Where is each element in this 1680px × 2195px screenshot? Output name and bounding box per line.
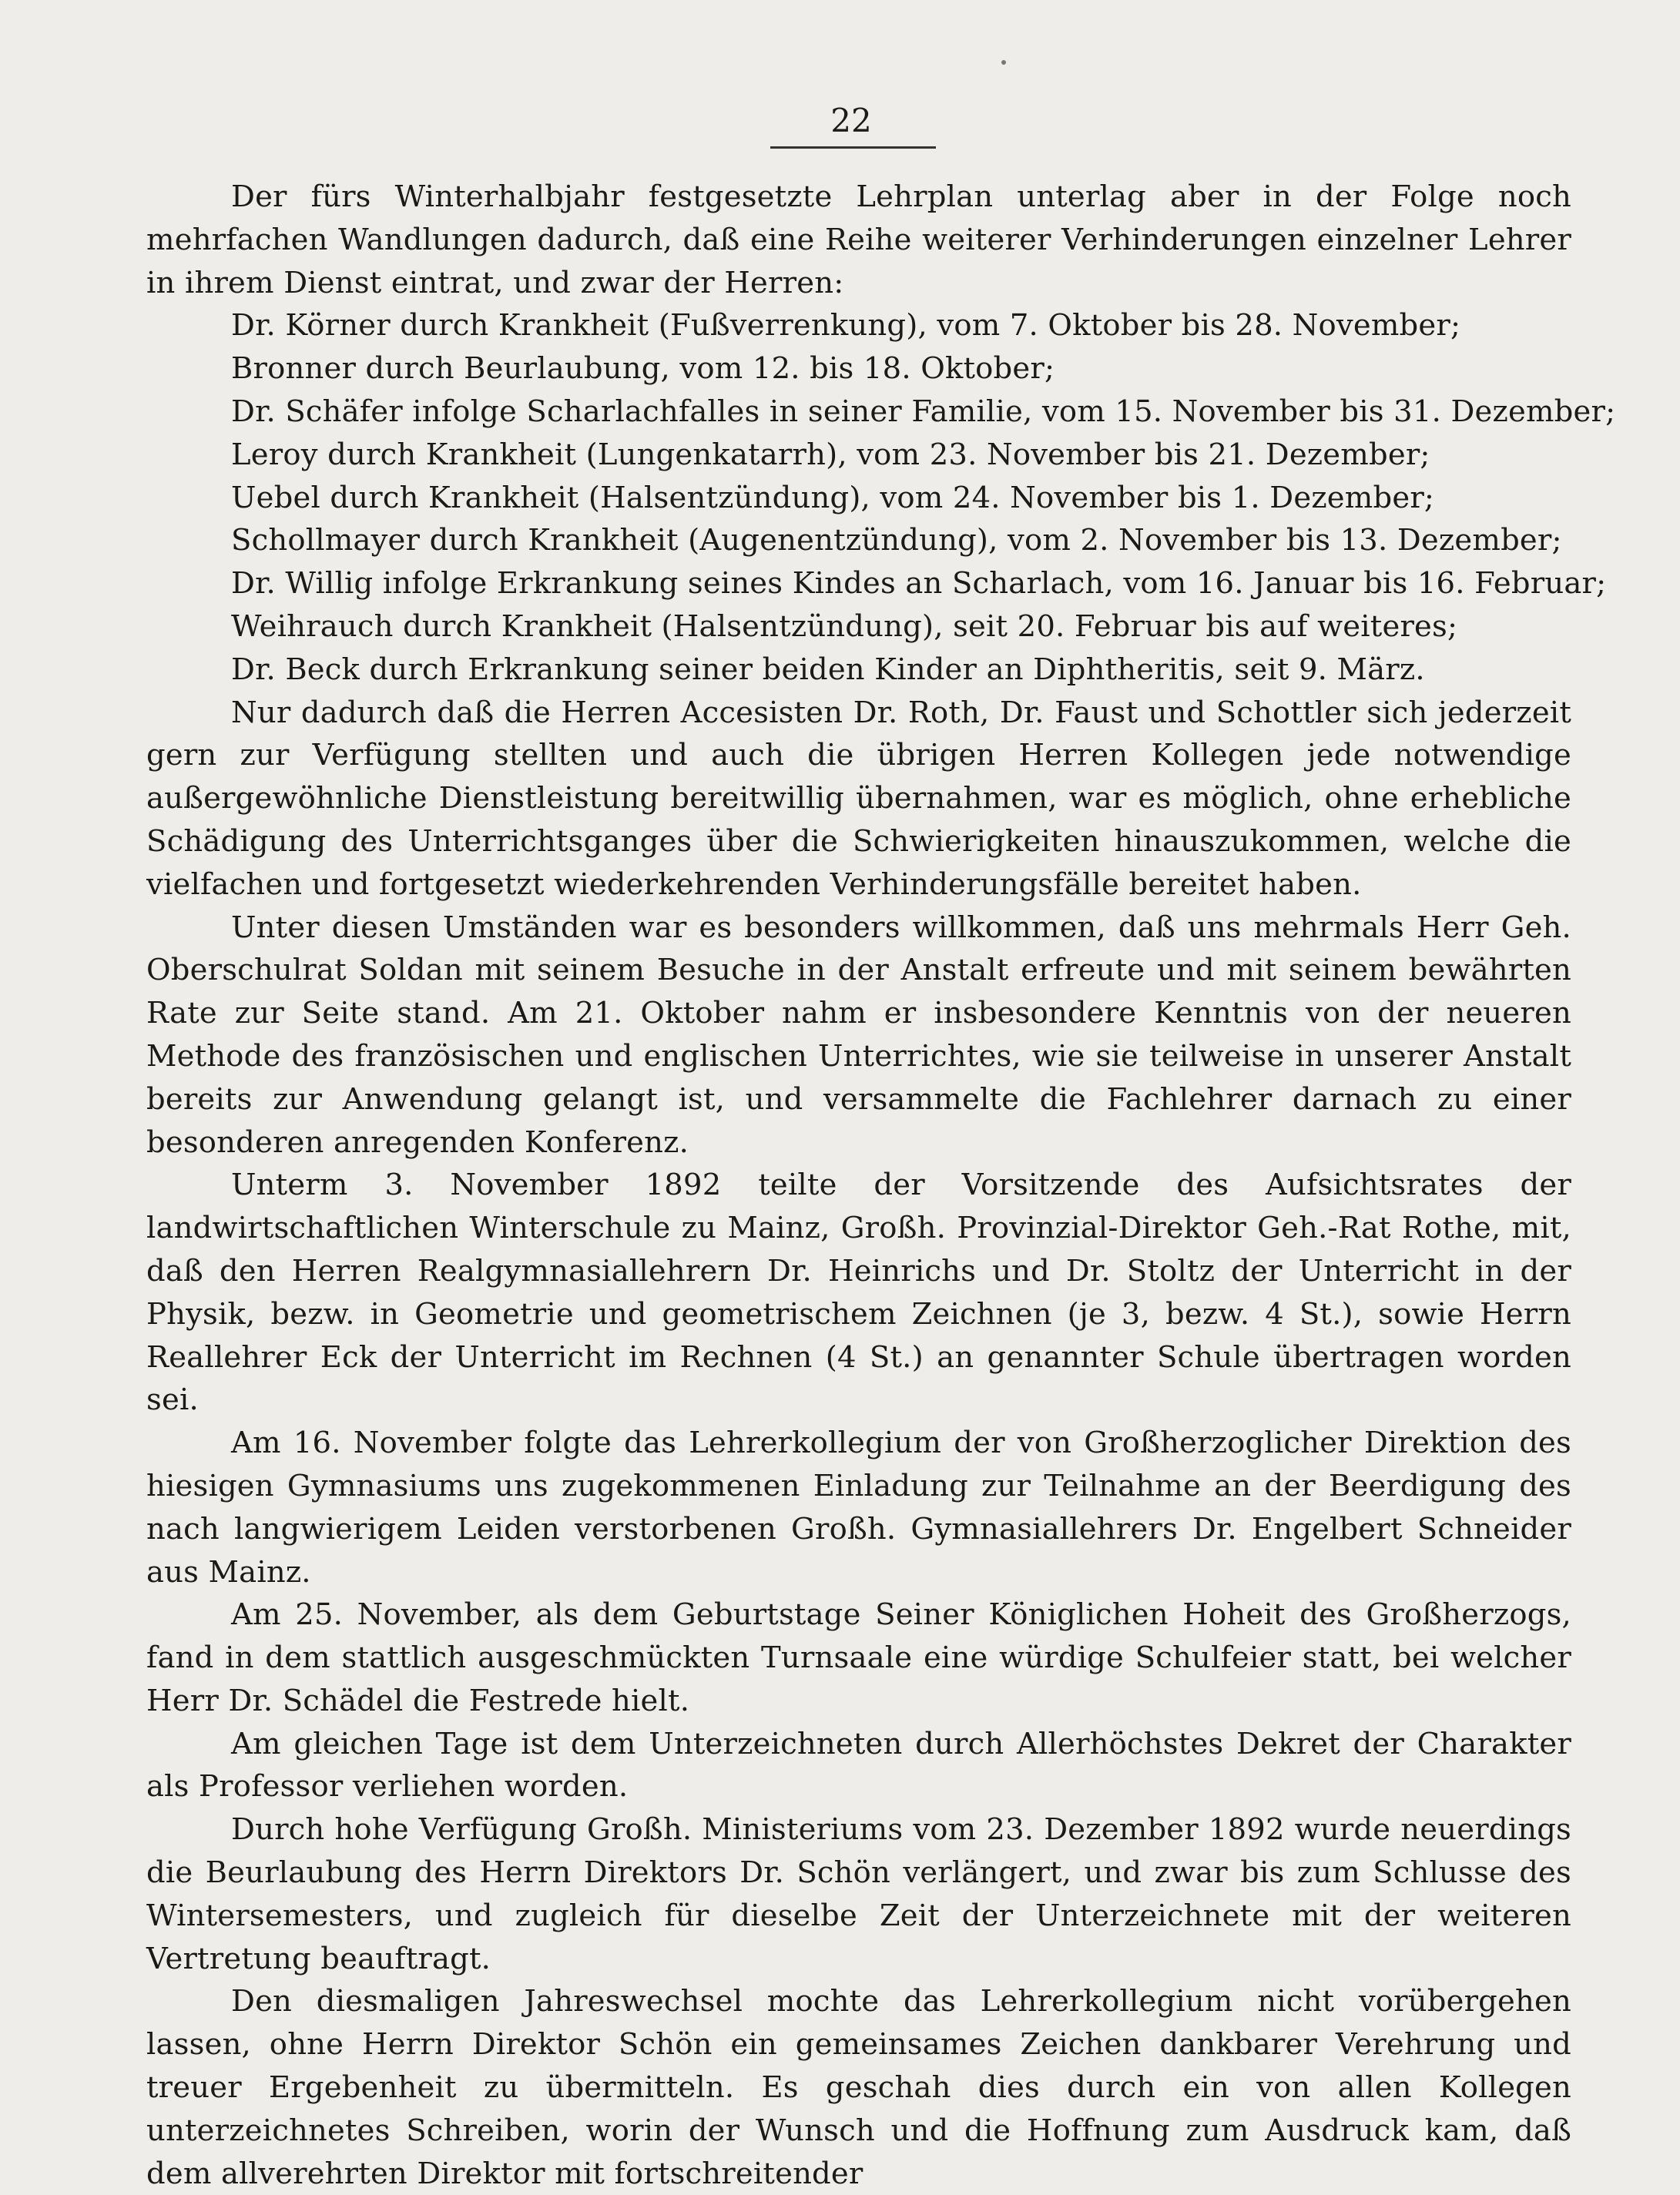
- page-number-rule: [770, 146, 936, 149]
- absence-entry-beck: Dr. Beck durch Erkrankung seiner beiden Kinder an Diphtheritis, seit 9. März.: [231, 652, 1425, 687]
- paragraph-birthday-celebration: Am 25. November, als dem Geburtstage Seiner Königlichen Hoheit des Großherzogs, fand in dem stattlich ausgeschmückten Turnsaale eine würdige Schulfeier statt, bei welcher Herr Dr. Schädel die Festrede hielt.: [146, 1597, 1571, 1718]
- absence-entry-schaefer: Dr. Schäfer infolge Scharlachfalles in seiner Familie, vom 15. November bis 31. Dezember;: [231, 394, 1616, 429]
- absence-entry-weihrauch: Weihrauch durch Krankheit (Halsentzündung), seit 20. Februar bis auf weiteres;: [231, 608, 1458, 644]
- paragraph-winter-school: Unterm 3. November 1892 teilte der Vorsitzende des Aufsichtsrates der landwirtschaftlichen Winterschule zu Mainz, Großh. Provinzial-Direktor Geh.-Rat Rothe, mit, daß den Herren Realgymnasiallehrern Dr. Heinrichs und Dr. Stoltz der Unterricht in der Physik, bezw. in Geometrie und geometrischem Zeichnen (je 3, bezw. 4 St.), sowie Herrn Reallehrer Eck der Unterricht im Rechnen (4 St.) an genannter Schule übertragen worden sei.: [146, 1168, 1571, 1418]
- paragraph-new-year-letter: Den diesmaligen Jahreswechsel mochte das Lehrerkollegium nicht vorübergehen lassen, ohne Herrn Direktor Schön ein gemeinsames Zeichen dankbarer Verehrung und treuer Ergebenheit zu übermitteln. Es geschah dies durch ein von allen Kollegen unterzeichnetes Schreiben, worin der Wunsch und die Hoffnung zum Ausdruck kam, daß dem allverehrten Direktor mit fortschreitender: [146, 1984, 1571, 2191]
- print-speck: [1001, 60, 1006, 65]
- paragraph-professor-title: Am gleichen Tage ist dem Unterzeichneten durch Allerhöchstes Dekret der Charakter als Professor verliehen worden.: [146, 1726, 1571, 1805]
- absence-entry-koerner: Dr. Körner durch Krankheit (Fußverrenkung), vom 7. Oktober bis 28. November;: [231, 308, 1461, 343]
- absence-entry-bronner: Bronner durch Beurlaubung, vom 12. bis 18. Oktober;: [231, 351, 1055, 387]
- paragraph-funeral: Am 16. November folgte das Lehrerkollegium der von Großherzoglicher Direktion des hiesigen Gymnasiums uns zugekommenen Einladung zur Teilnahme an der Beerdigung des nach langwierigem Leiden verstorbenen Großh. Gymnasiallehrers Dr. Engelbert Schneider aus Mainz.: [146, 1426, 1571, 1590]
- absence-list: [146, 304, 1616, 691]
- absence-entry-leroy: Leroy durch Krankheit (Lungenkatarrh), vom 23. November bis 21. Dezember;: [231, 437, 1430, 472]
- absence-entry-willig: Dr. Willig infolge Erkrankung seines Kindes an Scharlach, vom 16. Januar bis 16. Februar;: [231, 566, 1607, 602]
- page-number: 22: [830, 102, 872, 139]
- absence-entry-uebel: Uebel durch Krankheit (Halsentzündung), vom 24. November bis 1. Dezember;: [231, 480, 1435, 515]
- paragraph-substitutes: Nur dadurch daß die Herren Accesisten Dr. Roth, Dr. Faust und Schottler sich jederzeit gern zur Verfügung stellten und auch die übrigen Herren Kollegen jede notwendige außergewöhnliche Dienstleistung bereitwillig übernahmen, war es möglich, ohne erhebliche Schädigung des Unterrichtsganges über die Schwierigkeiten hinauszukommen, welche die vielfachen und fortgesetzt wiederkehrenden Verhinderungsfälle bereitet haben.: [146, 695, 1571, 902]
- page-body: [146, 176, 1616, 2195]
- paragraph-leave-extension: Durch hohe Verfügung Großh. Ministeriums vom 23. Dezember 1892 wurde neuerdings die Beurlaubung des Herrn Direktors Dr. Schön verlängert, und zwar bis zum Schlusse des Wintersemesters, und zugleich für dieselbe Zeit der Unterzeichnete mit der weiteren Vertretung beauftragt.: [146, 1812, 1571, 1976]
- intro-paragraph: Der fürs Winterhalbjahr festgesetzte Lehrplan unterlag aber in der Folge noch mehrfachen Wandlungen dadurch, daß eine Reihe weiterer Verhinderungen einzelner Lehrer in ihrem Dienst eintrat, und zwar der Herren:: [146, 179, 1571, 300]
- paragraph-soldan-visit: Unter diesen Umständen war es besonders willkommen, daß uns mehrmals Herr Geh. Oberschulrat Soldan mit seinem Besuche in der Anstalt erfreute und mit seinem bewährten Rate zur Seite stand. Am 21. Oktober nahm er insbesondere Kenntnis von der neueren Methode des französischen und englischen Unterrichtes, wie sie teilweise in unserer Anstalt bereits zur Anwendung gelangt ist, und versammelte die Fachlehrer darnach zu einer besonderen anregenden Konferenz.: [146, 910, 1571, 1160]
- absence-entry-schollmayer: Schollmayer durch Krankheit (Augenentzündung), vom 2. November bis 13. Dezember;: [231, 523, 1562, 558]
